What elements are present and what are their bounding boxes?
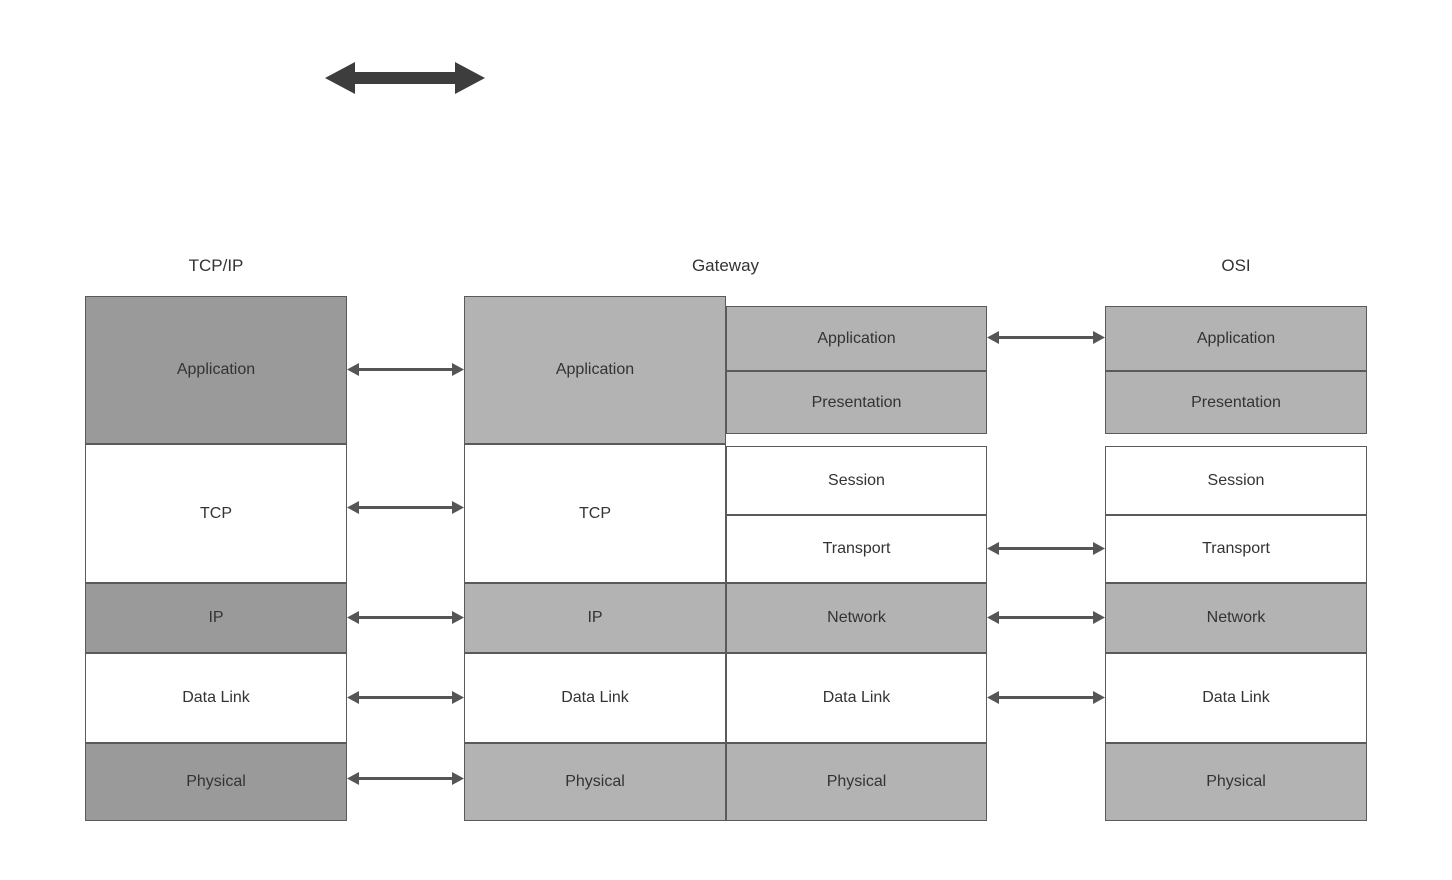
osi-layer-transport: Transport: [1105, 515, 1367, 583]
osi-layer-session: Session: [1105, 446, 1367, 515]
connector-arrow-osi-data-link: [987, 686, 1105, 710]
gateway-left-layer-physical: Physical: [464, 743, 726, 821]
column-caption-osi: OSI: [1221, 256, 1251, 275]
tcpip-layer-application: Application: [85, 296, 347, 444]
osi-layer-network: Network: [1105, 583, 1367, 653]
double-headed-arrow-icon: [325, 58, 485, 98]
connector-arrow-osi-network: [987, 606, 1105, 630]
gateway-left-layer-application: Application: [464, 296, 726, 444]
connector-arrow-osi-transport: [987, 537, 1105, 561]
column-caption-gateway: Gateway: [691, 256, 760, 275]
osi-layer-presentation: Presentation: [1105, 371, 1367, 434]
osi-layer-data-link: Data Link: [1105, 653, 1367, 743]
gateway-right-layer-session: Session: [726, 446, 987, 515]
gateway-right-layer-presentation: Presentation: [726, 371, 987, 434]
connector-arrow-tcpip-tcp: [347, 496, 464, 520]
gateway-left-layer-tcp: TCP: [464, 444, 726, 583]
connector-arrow-tcpip-application: [347, 358, 464, 382]
tcpip-layer-physical: Physical: [85, 743, 347, 821]
connector-arrow-osi-application: [987, 326, 1105, 350]
connector-arrow-tcpip-data-link: [347, 686, 464, 710]
osi-layer-application: Application: [1105, 306, 1367, 371]
gateway-left-layer-data-link: Data Link: [464, 653, 726, 743]
gateway-right-layer-data-link: Data Link: [726, 653, 987, 743]
gateway-right-layer-physical: Physical: [726, 743, 987, 821]
column-caption-tcpip: TCP/IP: [188, 256, 244, 275]
gateway-right-layer-network: Network: [726, 583, 987, 653]
gateway-left-layer-ip: IP: [464, 583, 726, 653]
gateway-right-layer-transport: Transport: [726, 515, 987, 583]
osi-layer-physical: Physical: [1105, 743, 1367, 821]
gateway-right-layer-application: Application: [726, 306, 987, 371]
tcpip-layer-data-link: Data Link: [85, 653, 347, 743]
connector-arrow-tcpip-ip: [347, 606, 464, 630]
tcpip-layer-ip: IP: [85, 583, 347, 653]
tcpip-layer-tcp: TCP: [85, 444, 347, 583]
connector-arrow-tcpip-physical: [347, 767, 464, 791]
